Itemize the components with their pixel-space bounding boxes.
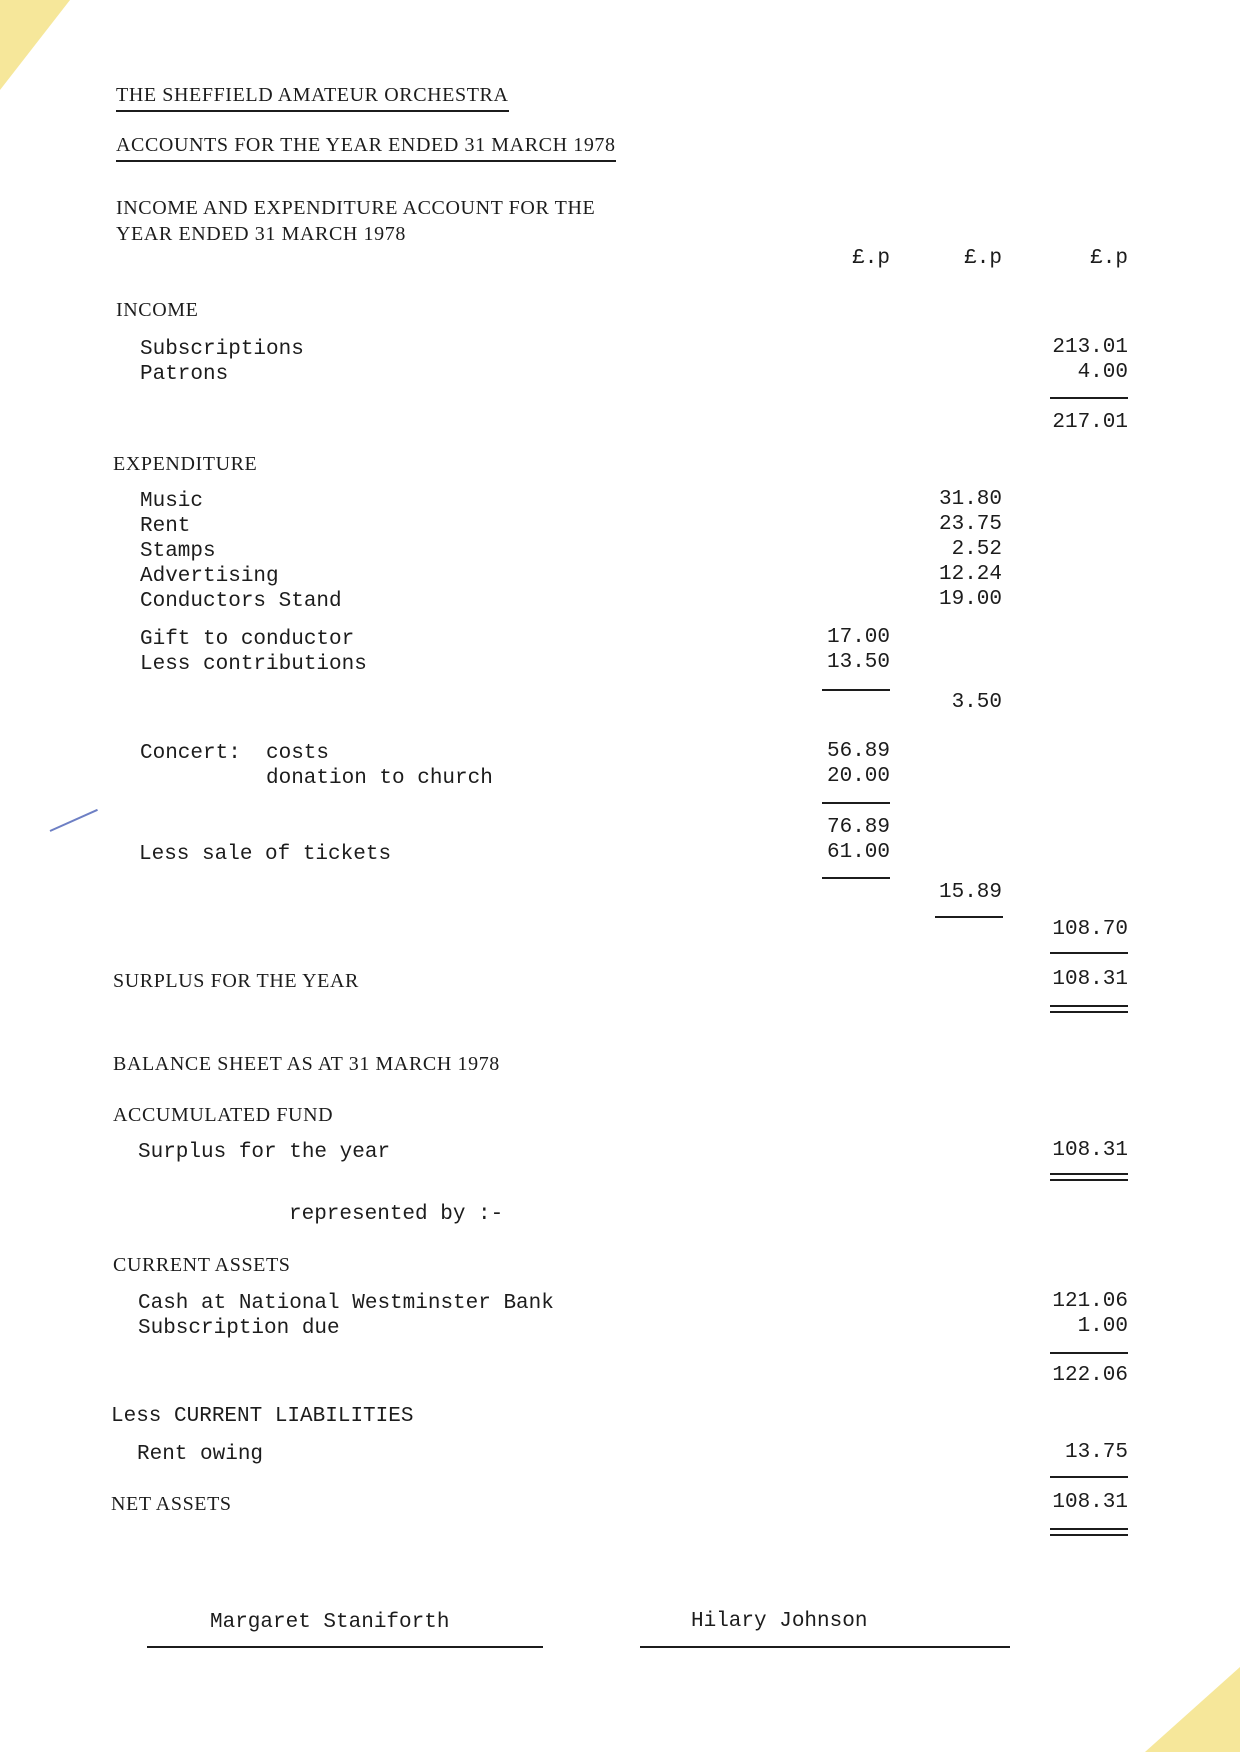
current-assets-heading: CURRENT ASSETS bbox=[113, 1254, 291, 1276]
net-assets-amount: 108.31 bbox=[1052, 1491, 1128, 1514]
net-assets-double-rule-top bbox=[1050, 1528, 1128, 1530]
signature-line-1 bbox=[147, 1646, 543, 1648]
expenditure-total-rule bbox=[1050, 952, 1128, 954]
concert-subtotal-amount: 76.89 bbox=[826, 816, 890, 839]
represented-by-text: represented by :- bbox=[289, 1203, 504, 1226]
concert-label: Concert: bbox=[140, 742, 241, 765]
fund-double-rule-top bbox=[1050, 1173, 1128, 1175]
gift-label: Gift to conductor bbox=[140, 628, 355, 651]
concert-subtotal-rule bbox=[822, 802, 890, 804]
current-liabilities-heading: Less CURRENT LIABILITIES bbox=[111, 1405, 414, 1428]
concert-net-rule bbox=[822, 877, 890, 879]
pen-stroke-mark bbox=[50, 809, 98, 832]
income-item-label: Subscriptions bbox=[140, 338, 304, 361]
corner-fold-bottom-right bbox=[1145, 1667, 1240, 1752]
income-item-amount: 213.01 bbox=[1052, 336, 1128, 359]
corner-fold-top-left bbox=[0, 0, 70, 90]
gift-subtotal-rule bbox=[822, 689, 890, 691]
liability-item-label: Rent owing bbox=[137, 1443, 264, 1466]
balance-sheet-title: BALANCE SHEET AS AT 31 MARCH 1978 bbox=[113, 1053, 500, 1075]
expense-item-amount: 23.75 bbox=[938, 513, 1002, 536]
concert-less-label: Less sale of tickets bbox=[139, 843, 392, 866]
expense-item-amount: 2.52 bbox=[951, 538, 1002, 561]
income-heading: INCOME bbox=[116, 299, 199, 321]
column-header-3: £.p bbox=[1090, 247, 1128, 270]
expense-item-label: Rent bbox=[140, 515, 191, 538]
surplus-double-rule-top bbox=[1050, 1005, 1128, 1007]
fund-item-label: Surplus for the year bbox=[138, 1141, 391, 1164]
expense-item-amount: 31.80 bbox=[938, 488, 1002, 511]
expenditure-total: 108.70 bbox=[1052, 918, 1128, 941]
accounts-title: ACCOUNTS FOR THE YEAR ENDED 31 MARCH 1978 bbox=[116, 133, 616, 162]
asset-item-amount: 121.06 bbox=[1052, 1290, 1128, 1313]
net-assets-double-rule-bottom bbox=[1050, 1534, 1128, 1536]
expense-item-amount: 19.00 bbox=[938, 588, 1002, 611]
asset-item-amount: 1.00 bbox=[1077, 1315, 1128, 1338]
expense-item-label: Conductors Stand bbox=[140, 590, 342, 613]
concert-less-amount: 61.00 bbox=[826, 841, 890, 864]
expense-item-label: Advertising bbox=[140, 565, 279, 588]
assets-subtotal-rule bbox=[1050, 1352, 1128, 1354]
gift-amount: 17.00 bbox=[826, 626, 890, 649]
concert-donation-amount: 20.00 bbox=[826, 765, 890, 788]
signatory-name-1: Margaret Staniforth bbox=[210, 1611, 450, 1634]
surplus-amount: 108.31 bbox=[1052, 968, 1128, 991]
ie-title-line-1: INCOME AND EXPENDITURE ACCOUNT FOR THE bbox=[116, 197, 596, 219]
fund-item-amount: 108.31 bbox=[1052, 1139, 1128, 1162]
assets-total: 122.06 bbox=[1052, 1364, 1128, 1387]
signature-line-2 bbox=[640, 1646, 1010, 1648]
org-title: THE SHEFFIELD AMATEUR ORCHESTRA bbox=[116, 83, 509, 112]
income-item-label: Patrons bbox=[140, 363, 229, 386]
concert-net-amount: 15.89 bbox=[938, 881, 1002, 904]
expenditure-subtotal-rule bbox=[935, 916, 1003, 918]
accumulated-fund-heading: ACCUMULATED FUND bbox=[113, 1104, 334, 1126]
concert-costs-label: costs bbox=[266, 742, 330, 765]
liability-item-amount: 13.75 bbox=[1064, 1441, 1128, 1464]
income-item-amount: 4.00 bbox=[1077, 361, 1128, 384]
concert-costs-amount: 56.89 bbox=[826, 740, 890, 763]
income-total: 217.01 bbox=[1052, 411, 1128, 434]
gift-net-amount: 3.50 bbox=[951, 691, 1002, 714]
column-header-2: £.p bbox=[964, 247, 1002, 270]
gift-less-amount: 13.50 bbox=[826, 651, 890, 674]
surplus-double-rule-bottom bbox=[1050, 1011, 1128, 1013]
column-header-1: £.p bbox=[852, 247, 890, 270]
concert-donation-label: donation to church bbox=[266, 767, 493, 790]
signatory-name-2: Hilary Johnson bbox=[691, 1610, 868, 1633]
gift-less-label: Less contributions bbox=[140, 653, 367, 676]
expense-item-label: Stamps bbox=[140, 540, 216, 563]
asset-item-label: Cash at National Westminster Bank bbox=[138, 1292, 554, 1315]
ie-title-line-2: YEAR ENDED 31 MARCH 1978 bbox=[116, 223, 406, 245]
fund-double-rule-bottom bbox=[1050, 1179, 1128, 1181]
liabilities-rule bbox=[1050, 1476, 1128, 1478]
expense-item-label: Music bbox=[140, 490, 204, 513]
expense-item-amount: 12.24 bbox=[938, 563, 1002, 586]
expenditure-heading: EXPENDITURE bbox=[113, 453, 258, 475]
surplus-label: SURPLUS FOR THE YEAR bbox=[113, 970, 359, 992]
asset-item-label: Subscription due bbox=[138, 1317, 340, 1340]
net-assets-label: NET ASSETS bbox=[111, 1493, 232, 1515]
income-subtotal-rule bbox=[1050, 397, 1128, 399]
